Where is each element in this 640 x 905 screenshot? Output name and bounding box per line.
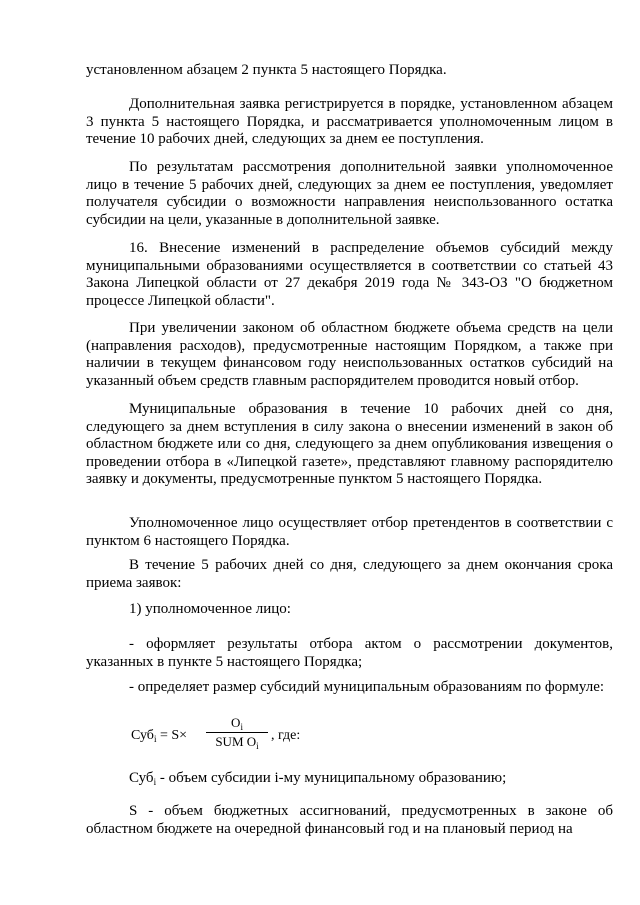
paragraph-12: Суб$_i$ - объем субсидии i-му муниципальному образованию; bbox=[129, 770, 507, 787]
formula-numerator: $О_i$ bbox=[231, 715, 243, 732]
paragraph-7: Уполномоченное лицо осуществляет отбор претендентов в соответствии с пунктом 6 настоящего Порядка. bbox=[86, 515, 613, 549]
paragraph-8: В течение 5 рабочих дней со дня, следующего за днем окончания срока приема заявок: bbox=[86, 557, 613, 591]
paragraph-9: 1) уполномоченное лицо: bbox=[129, 601, 291, 617]
formula-lhs: Суб$_i$ = S× bbox=[131, 728, 188, 744]
paragraph-10: - оформляет результаты отбора актом о рассмотрении документов, указанных в пункте 5 настоящего Порядка; bbox=[86, 636, 613, 670]
paragraph-3: По результатам рассмотрения дополнительной заявки уполномоченное лицо в течение 5 рабочих дней, следующих за днем ее поступления, уведомляет получателя субсидии о возможности направления неиспользованного остатка субсидии на цели, указанные в дополнительной заявке. bbox=[86, 159, 613, 228]
paragraph-1: установленном абзацем 2 пункта 5 настоящего Порядка. bbox=[86, 62, 447, 78]
formula-fraction bbox=[206, 715, 268, 750]
subsidy-formula bbox=[131, 715, 331, 755]
paragraph-11: - определяет размер субсидий муниципальным образованиям по формуле: bbox=[129, 679, 605, 695]
formula-denominator: SUM $О_i$ bbox=[215, 734, 259, 751]
paragraph-6: Муниципальные образования в течение 10 рабочих дней со дня, следующего за днем вступления в силу закона о внесении изменений в закон об областном бюджете или со дня, следующего за днем опубликования извещения о проведении отбора в «Липецкой газете», представляют главному распорядителю заявку и документы, предусмотренные пунктом 5 настоящего Порядка. bbox=[86, 401, 613, 487]
formula-tail: , где: bbox=[271, 728, 301, 743]
fraction-bar bbox=[206, 732, 268, 733]
paragraph-13: S - объем бюджетных ассигнований, предусмотренных в законе об областном бюджете на очередной финансовый год и на плановый период на bbox=[86, 803, 613, 837]
definition-sub-text: - объем субсидии i-му муниципальному образованию; bbox=[156, 770, 507, 786]
paragraph-4: 16. Внесение изменений в распределение объемов субсидий между муниципальными образованиями осуществляется в соответствии со статьей 43 Закона Липецкой области от 27 декабря 2019 года № 343-ОЗ "О бюджетном процессе Липецкой области". bbox=[86, 240, 613, 309]
paragraph-2: Дополнительная заявка регистрируется в порядке, установленном абзацем 3 пункта 5 настоящего Порядка, и рассматривается уполномоченным лицом в течение 10 рабочих дней, следующих за днем ее поступления. bbox=[86, 96, 613, 147]
paragraph-5: При увеличении законом об областном бюджете объема средств на цели (направления расходов), предусмотренные настоящим Порядком, а также при наличии в текущем финансовом году неиспользованных остатков субсидий на указанный объем средств главным распорядителем проводится новый отбор. bbox=[86, 320, 613, 389]
